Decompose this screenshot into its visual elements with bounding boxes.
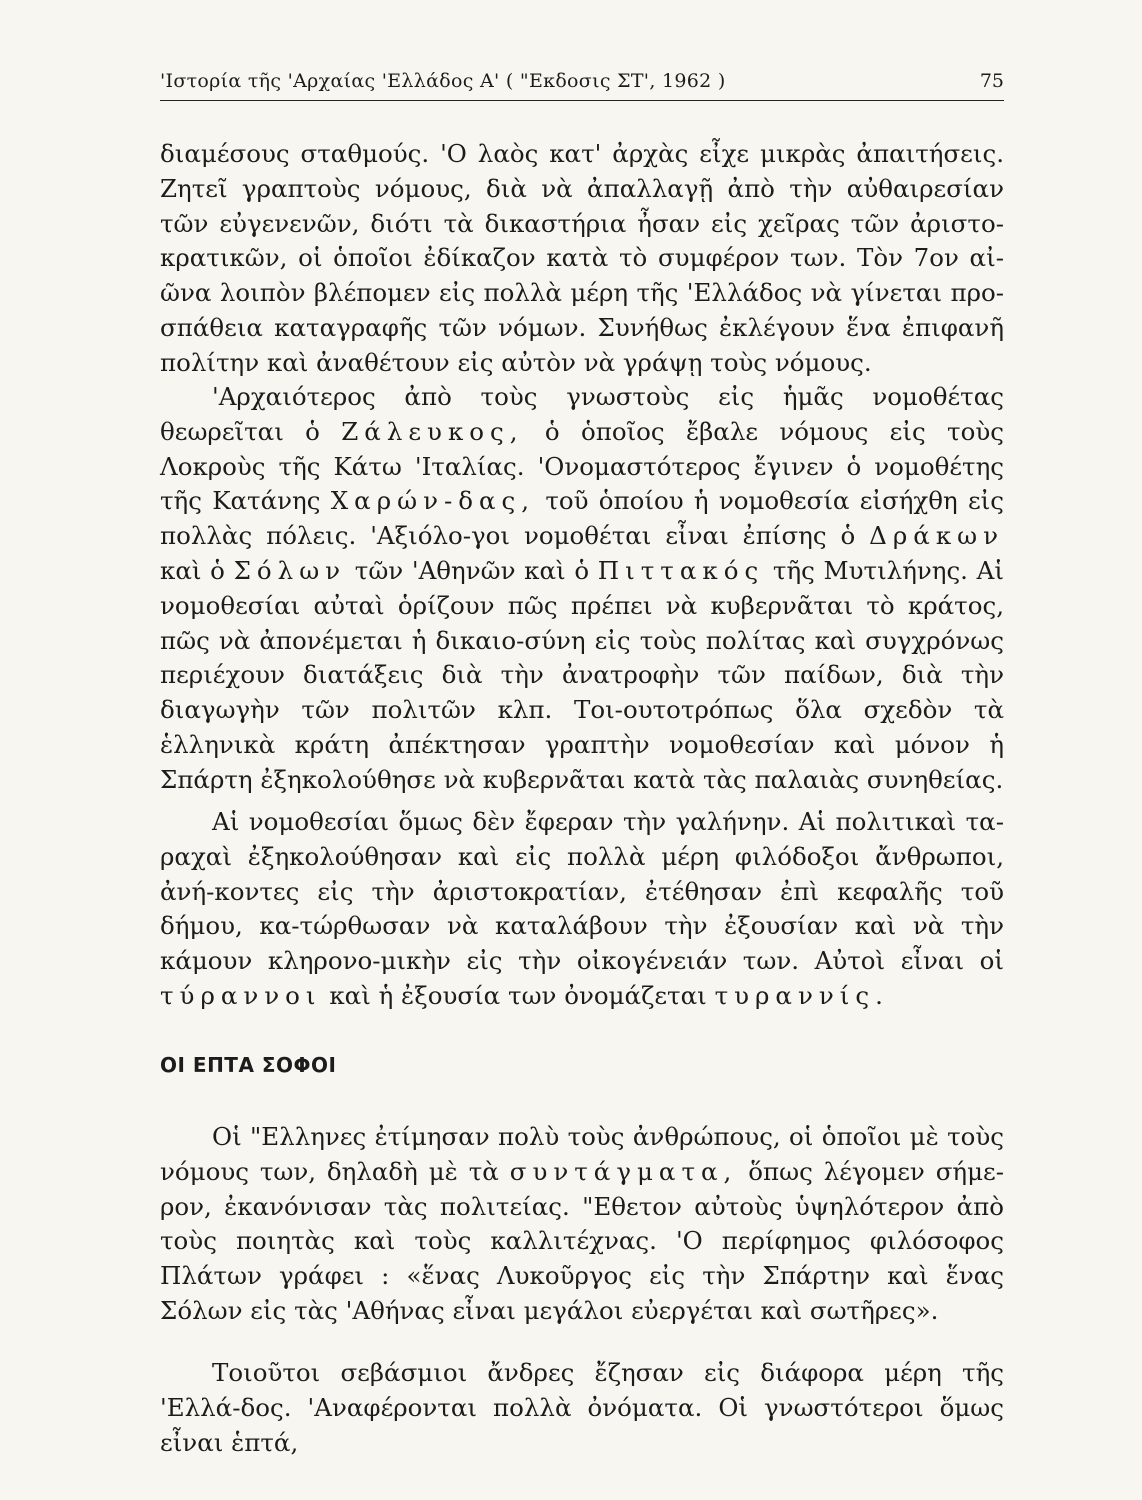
- page-number: 75: [979, 70, 1004, 92]
- paragraph-2-text-c: τοῦ ὁποίου ἡ νομοθεσία εἰσήχθη εἰς πολλὰς πόλεις. 'Αξιόλο-γοι νομοθέται εἶναι ἐπίσης ὁ: [160, 486, 1004, 551]
- paragraph-4-text-a: Οἱ "Ελληνες ἐτίμησαν πολὺ τοὺς ἀνθρώπους, οἱ ὁποῖοι μὲ τοὺς νόμους των, δηλαδὴ μὲ τὰ: [160, 1122, 1004, 1186]
- paragraph-2-text-f: τῆς Μυτιλήνης. Αἱ νομοθεσίαι αὐταὶ ὁρίζουν πῶς πρέπει νὰ κυβερνᾶται τὸ κράτος, πῶς νὰ ἀπονέμεται ἡ δικαιο-σύνη εἰς τοὺς πολίτας καὶ συγχρόνως περιέχουν διατάξεις διὰ τὴν ἀνατροφὴν τῶν παίδων, διὰ τὴν διαγωγὴν τῶν πολιτῶν κλπ. Τοι-ουτοτρόπως ὅλα σχεδὸν τὰ ἑλληνικὰ κράτη ἀπέκτησαν γραπτὴν νομοθεσίαν καὶ μόνον ἡ Σπάρτη ἐξηκολούθησε νὰ κυβερνᾶται κατὰ τὰς παλαιὰς συνηθείας.: [160, 555, 1004, 794]
- name-solon: Σόλων: [233, 555, 347, 585]
- term-tyrannis: τυραννίς.: [714, 980, 889, 1010]
- paragraph-2: [160, 380, 1004, 798]
- name-charondas: Χαρών-δας,: [330, 486, 536, 516]
- paragraph-5-text: Τοιοῦτοι σεβάσμιοι ἄνδρες ἔζησαν εἰς διάφορα μέρη τῆς 'Ελλά-δος. 'Αναφέρονται πολλὰ ὀνόματα. Οἱ γνωστότεροι ὅμως εἶναι ἑπτά,: [160, 1358, 1004, 1457]
- book-page: [160, 0, 1004, 1500]
- name-drakon: Δράκων: [869, 521, 1004, 551]
- paragraph-2-text-e: τῶν 'Αθηνῶν καὶ ὁ: [354, 555, 590, 585]
- paragraph-2-text-d: καὶ ὁ: [160, 555, 225, 585]
- name-zaleukos: Ζάλευκος,: [341, 416, 524, 446]
- paragraph-1: [160, 137, 1004, 381]
- name-pittakos: Πιττακός: [597, 555, 765, 585]
- running-title: 'Ιστορία τῆς 'Αρχαίας 'Ελλάδος Α' ( "Εκδοσις ΣΤ', 1962 ): [160, 70, 726, 92]
- paragraph-3: [160, 805, 1004, 1014]
- paragraph-4-text-b: ὅπως λέγομεν σήμε-ρον, ἐκανόνισαν τὰς πολιτείας. "Εθετον αὐτοὺς ὑψηλότερον ἀπὸ τοὺς ποιητὰς καὶ τοὺς καλλιτέχνας. 'Ο περίφημος φιλόσοφος Πλάτων γράφει : «ἕνας Λυκοῦργος εἰς τὴν Σπάρτην καὶ ἕνας Σόλων εἰς τὰς 'Αθήνας εἶναι μεγάλοι εὐεργέται καὶ σωτῆρες».: [160, 1156, 1005, 1325]
- paragraph-2-text-a: 'Αρχαιότερος ἀπὸ τοὺς γνωστοὺς εἰς ἡμᾶς νομοθέτας θεωρεῖται ὁ: [160, 382, 1004, 446]
- term-syntagmata: συντάγματα,: [509, 1156, 738, 1186]
- term-tyrannoi: τύραννοι: [160, 980, 322, 1010]
- paragraph-4: [160, 1120, 1004, 1329]
- paragraph-1-text: διαμέσους σταθμούς. 'Ο λαὸς κατ' ἀρχὰς εἶχε μικρὰς ἀπαιτήσεις. Ζητεῖ γραπτοὺς νόμους, διὰ νὰ ἀπαλλαγῇ ἀπὸ τὴν αὐθαιρεσίαν τῶν εὐγενενῶν, διότι τὰ δικαστήρια ἦσαν εἰς χεῖρας τῶν ἀριστο-κρατικῶν, οἱ ὁποῖοι ἐδίκαζον κατὰ τὸ συμφέρον των. Τὸν 7ον αἰ-ῶνα λοιπὸν βλέπομεν εἰς πολλὰ μέρη τῆς 'Ελλάδος νὰ γίνεται προ-σπάθεια καταγραφῆς τῶν νόμων. Συνήθως ἐκλέγουν ἕνα ἐπιφανῆ πολίτην καὶ ἀναθέτουν εἰς αὐτὸν νὰ γράψῃ τοὺς νόμους.: [160, 139, 1004, 377]
- paragraph-5: [160, 1356, 1004, 1460]
- section-heading: ΟΙ ΕΠΤΑ ΣΟΦΟΙ: [160, 1053, 337, 1077]
- paragraph-3-text-a: Αἱ νομοθεσίαι ὅμως δὲν ἔφεραν τὴν γαλήνην. Αἱ πολιτικαὶ τα-ραχαὶ ἐξηκολούθησαν καὶ εἰς πολλὰ μέρη φιλόδοξοι ἄνθρωποι, ἀνή-κοντες εἰς τὴν ἀριστοκρατίαν, ἐτέθησαν ἐπὶ κεφαλῆς τοῦ δήμου, κα-τώρθωσαν νὰ καταλάβουν τὴν ἐξουσίαν καὶ νὰ τὴν κάμουν κληρονο-μικὴν εἰς τὴν οἰκογένειάν των. Αὐτοὶ εἶναι οἱ: [160, 807, 1004, 976]
- running-header: [160, 70, 1004, 101]
- paragraph-2-text-b: ὁ ὁποῖος ἔβαλε νόμους εἰς τοὺς Λοκροὺς τῆς Κάτω 'Ιταλίας. 'Ονομαστότερος ἔγινεν ὁ νομοθέτης τῆς Κατάνης: [160, 416, 1004, 516]
- paragraph-3-text-b: καὶ ἡ ἐξουσία των ὀνομάζεται: [329, 980, 707, 1010]
